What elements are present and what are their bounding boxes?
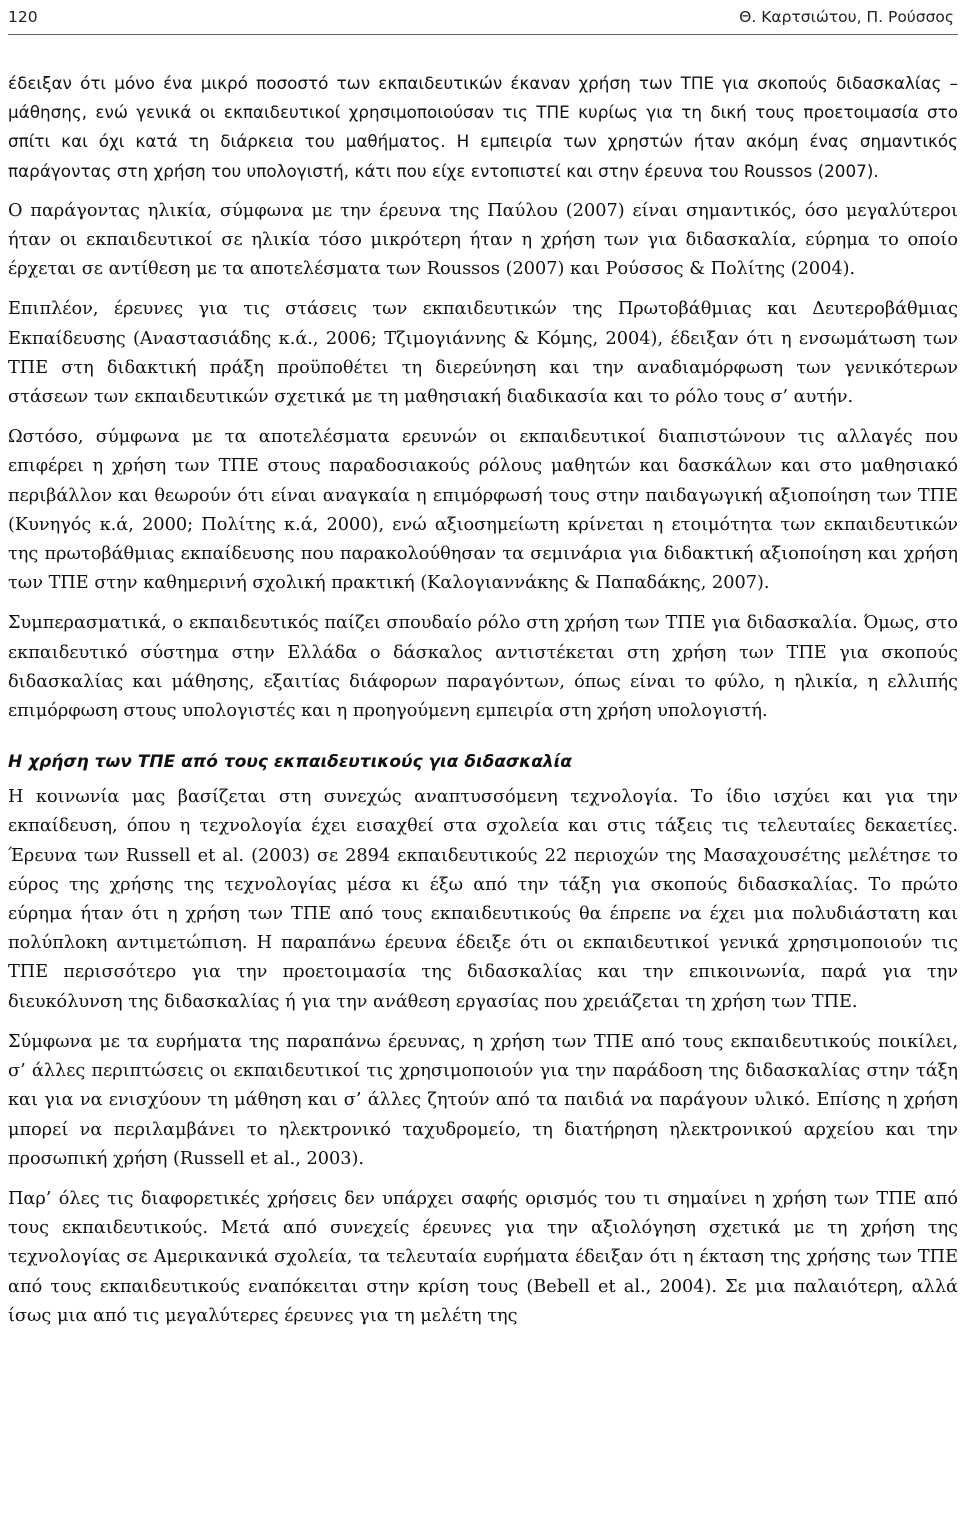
paragraph: έδειξαν ότι μόνο ένα μικρό ποσοστό των εκπαιδευτικών έκαναν χρήση των ΤΠΕ για σκοπούς διδασκαλίας – μάθησης, ενώ γενικά οι εκπαιδευτικοί χρησιμοποιούσαν τις ΤΠΕ κυρίως για τη δική τους προετοιμασία στο σπίτι και όχι κατά τη διάρκεια του μαθήματος. Η εμπειρία των χρηστών ήταν ακόμη ένας σημαντικός παράγοντας στη χρήση του υπολογιστή, κάτι που είχε εντοπιστεί και στην έρευνα του Roussos (2007).: [8, 73, 958, 181]
paragraph: Επιπλέον, έρευνες για τις στάσεις των εκπαιδευτικών της Πρωτοβάθμιας και Δευτεροβάθμιας Εκπαίδευσης (Αναστασιάδης κ.ά., 2006; Τζιμογιάννης & Κόμης, 2004), έδειξαν ότι η ενσωμάτωση των ΤΠΕ στη διδακτική πράξη προϋποθέτει τη διερεύνηση και την αναδιαμόρφωση των γενικότερων στάσεων των εκπαιδευτικών σχετικά με τη μαθησιακή διαδικασία και το ρόλο τους σ’ αυτήν.: [8, 299, 958, 408]
paragraph: Ο παράγοντας ηλικία, σύμφωνα με την έρευνα της Παύλου (2007) είναι σημαντικός, όσο μεγαλύτεροι ήταν οι εκπαιδευτικοί σε ηλικία τόσο μικρότερη ήταν η χρήση των για διδασκαλία, εύρημα το οποίο έρχεται σε αντίθεση με τα αποτελέσματα των Roussos (2007) και Ρούσσος & Πολίτης (2004).: [8, 200, 958, 280]
document-page: [8, 0, 958, 1342]
running-header-authors: Θ. Καρτσιώτου, Π. Ρούσσος: [739, 8, 954, 26]
paragraph: Παρ’ όλες τις διαφορετικές χρήσεις δεν υπάρχει σαφής ορισμός του τι σημαίνει η χρήση των ΤΠΕ από τους εκπαιδευτικούς. Μετά από συνεχείς έρευνες για την αξιολόγηση σχετικά με τη χρήση της τεχνολογίας σε Αμερικανικά σχολεία, τα τελευταία ευρήματα έδειξαν ότι η έκταση της χρήσης των ΤΠΕ από τους εκπαιδευτικούς εναπόκειται στην κρίση τους (Bebell et al., 2004). Σε μια παλαιότερη, αλλά ίσως μια από τις μεγαλύτερες έρευνες για τη μελέτη της: [8, 1188, 958, 1326]
section-heading: Η χρήση των ΤΠΕ από τους εκπαιδευτικούς για διδασκαλία: [8, 752, 572, 773]
running-header: [8, 0, 958, 35]
body-text: [8, 69, 958, 1331]
paragraph: Συμπερασματικά, ο εκπαιδευτικός παίζει σπουδαίο ρόλο στη χρήση των ΤΠΕ για διδασκαλία. Όμως, στο εκπαιδευτικό σύστημα στην Ελλάδα ο δάσκαλος αντιστέκεται στη χρήση των ΤΠΕ για σκοπούς διδασκαλίας και μάθησης, εξαιτίας διάφορων παραγόντων, όπως είναι το φύλο, η ηλικία, η ελλιπής επιμόρφωση στους υπολογιστές και η προηγούμενη εμπειρία στη χρήση υπολογιστή.: [8, 613, 958, 722]
page-number: 120: [8, 8, 38, 26]
paragraph: Η κοινωνία μας βασίζεται στη συνεχώς αναπτυσσόμενη τεχνολογία. Το ίδιο ισχύει και για την εκπαίδευση, όπου η τεχνολογία έχει εισαχθεί στα σχολεία και στις τάξεις τις τελευταίες δεκαετίες. Έρευνα των Russell et al. (2003) σε 2894 εκπαιδευτικούς 22 περιοχών της Μασαχουσέτης μελέτησε το εύρος της χρήσης της τεχνολογίας μέσα κι έξω από την τάξη για σκοπούς διδασκαλίας. Το πρώτο εύρημα ήταν ότι η χρήση των ΤΠΕ από τους εκπαιδευτικούς θα έπρεπε να έχει μια πολυδιάστατη και πολύπλοκη αντιμετώπιση. Η παραπάνω έρευνα έδειξε ότι οι εκπαιδευτικοί γενικά χρησιμοποιούν τις ΤΠΕ περισσότερο για την προετοιμασία της διδασκαλίας και την επικοινωνία, παρά για την διευκόλυνση της διδασκαλίας ή για την ανάθεση εργασίας που χρειάζεται τη χρήση των ΤΠΕ.: [8, 787, 958, 1012]
paragraph: Ωστόσο, σύμφωνα με τα αποτελέσματα ερευνών οι εκπαιδευτικοί διαπιστώνουν τις αλλαγές που επιφέρει η χρήση των ΤΠΕ στους παραδοσιακούς ρόλους μαθητών και δασκάλων και στο μαθησιακό περιβάλλον και θεωρούν ότι είναι αναγκαία η επιμόρφωσή τους στην παιδαγωγική αξιοποίηση των ΤΠΕ (Κυνηγός κ.ά, 2000; Πολίτης κ.ά, 2000), ενώ αξιοσημείωτη κρίνεται η ετοιμότητα των εκπαιδευτικών της πρωτοβάθμιας εκπαίδευσης που παρακολούθησαν τα σεμινάρια για διδακτική αξιοποίηση και χρήση των ΤΠΕ στην καθημερινή σχολική πρακτική (Καλογιαννάκης & Παπαδάκης, 2007).: [8, 427, 958, 594]
paragraph: Σύμφωνα με τα ευρήματα της παραπάνω έρευνας, η χρήση των ΤΠΕ από τους εκπαιδευτικούς ποικίλει, σ’ άλλες περιπτώσεις οι εκπαιδευτικοί τις χρησιμοποιούν για την παράδοση της διδασκαλίας στην τάξη και για να ενισχύουν τη μάθηση και σ’ άλλες ζητούν από τα παιδιά να παράγουν υλικό. Επίσης η χρήση μπορεί να περιλαμβάνει το ηλεκτρονικό ταχυδρομείο, τη διατήρηση ηλεκτρονικού αρχείου και την προσωπική χρήση (Russell et al., 2003).: [8, 1031, 958, 1169]
